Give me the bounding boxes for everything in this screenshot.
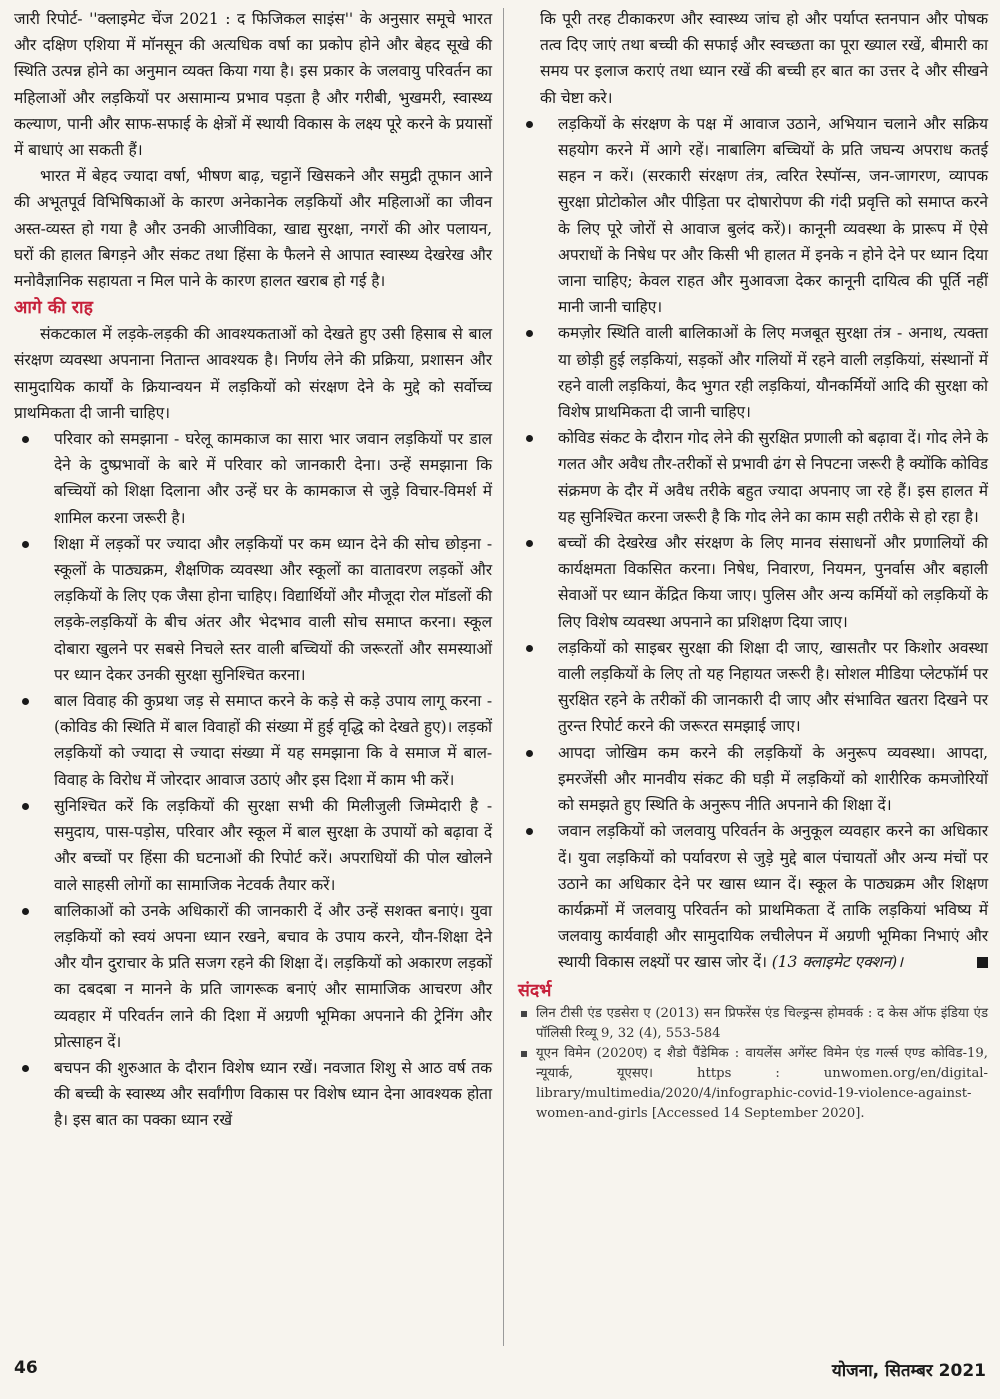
- list-item: [14, 688, 492, 793]
- section-intro: संकटकाल में लड़के-लड़की की आवश्यकताओं को देखते हुए उसी हिसाब से बाल संरक्षण व्यवस्था अपनाना नितान्त आवश्यक है। निर्णय लेने की प्रक्रिया, प्रशासन और सामुदायिक कार्यों के क्रियान्वयन में लड़कियों को संरक्षण देने के मुद्दे को सर्वोच्च प्राथमिकता दी जानी चाहिए।: [14, 325, 492, 422]
- list-item: [14, 793, 492, 898]
- reference-item: [518, 1004, 988, 1044]
- reference-text: लिन टीसी एंड एडसेरा ए (2013) सन प्रिफरेंस एंड चिल्ड्रन्स होमवर्क : द केस ऑफ इंडिया एंड पॉलिसी रिव्यू 9, 32 (4), 553-584: [536, 1005, 988, 1041]
- bullet-text: बालिकाओं को उनके अधिकारों की जानकारी दें और उन्हें सशक्त बनाएं। युवा लड़कियों को स्वयं अपना ध्यान रखने, बचाव के उपाय करने, यौन-शिक्षा देने और यौन दुराचार के प्रति सजग रहने की शिक्षा दें। लड़कियों को अकारण लड़कों का दबदबा न मानने के प्रति जागरूक बनाएं और सामाजिक आचरण और व्यवहार में परिवर्तन लाने की दिशा में अग्रणी भूमिका अपनाने की ट्रेनिंग और प्रोत्साहन दें।: [54, 901, 492, 1051]
- bullet-text: बच्चों की देखरेख और संरक्षण के लिए मानव संसाधनों और प्रणालियों की कार्यक्षमता विकसित करना। निषेध, निवारण, नियमन, पुनर्वास और बहाली सेवाओं पर ध्यान केंद्रित किया जाए। पुलिस और अन्य कर्मियों को लड़कियों के लिए विशेष व्यवस्था अपनाने का प्रशिक्षण दिया जाए।: [558, 534, 988, 631]
- bullet-icon: [526, 750, 533, 757]
- right-bullet-list: [518, 111, 988, 976]
- bullet-icon: [521, 1011, 527, 1017]
- end-mark-icon: [977, 957, 988, 968]
- bullet-icon: [22, 698, 29, 705]
- bullet-text: कोविड संकट के दौरान गोद लेने की सुरक्षित प्रणाली को बढ़ावा दें। गोद लेने के गलत और अवैध तौर-तरीकों से प्रभावी ढंग से निपटना जरूरी है क्योंकि कोविड संक्रमण के दौर में अवैध तरीके बहुत ज्यादा अपनाए जा रहे हैं। इस हालत में यह सुनिश्चित करना जरूरी है कि गोद लेने का काम सही तरीके से हो रहा है।: [558, 429, 988, 526]
- right-column: [518, 6, 988, 1124]
- bullet-icon: [526, 828, 533, 835]
- list-item: [518, 425, 988, 530]
- bullet-text: लड़कियों के संरक्षण के पक्ष में आवाज उठाने, अभियान चलाने और सक्रिय सहयोग करने में आगे रहें। नाबालिग बच्चियों के प्रति जघन्य अपराध कतई सहन न करें। (सरकारी संरक्षण तंत्र, त्वरित रेस्पॉन्स, जन-जागरण, व्यापक सुरक्षा प्रोटोकोल और पीड़िता पर दोषारोपण की गंदी प्रवृत्ति को समाप्त करने के लिए पूरे जोरों से आवाज बुलंद करें)। कानूनी व्यवस्था के प्रारूप में ऐसे अपराधों के निषेध पर और किसी भी हालत में इनके न होने देने पर ध्यान दिया जाना चाहिए; केवल राहत और मुआवजा देकर कानूनी दायित्व की पूर्ति नहीं मानी जानी चाहिए।: [558, 114, 988, 317]
- column-divider: [503, 8, 504, 1346]
- bullet-text: आपदा जोखिम कम करने की लड़कियों के अनुरूप व्यवस्था। आपदा, इमरजेंसी और मानवीय संकट की घड़ी में लड़कियों को शारीरिक कमजोरियों को समझते हुए स्थिति के अनुरूप नीति अपनाने की शिक्षा दें।: [558, 743, 988, 815]
- list-item: [14, 531, 492, 688]
- bullet-icon: [22, 541, 29, 548]
- list-item: [518, 740, 988, 819]
- bullet-icon: [22, 1065, 29, 1072]
- reference-item: [518, 1044, 988, 1124]
- intro-paragraph-1: जारी रिपोर्ट- ''क्लाइमेट चेंज 2021 : द फिजिकल साइंस'' के अनुसार समूचे भारत और दक्षिण एशिया में मॉनसून की अत्यधिक वर्षा का प्रकोप होने और बेहद सूखे की स्थिति उत्पन्न होने का अनुमान व्यक्त किया गया है। इस प्रकार के जलवायु परिवर्तन का महिलाओं और लड़कियों पर असामान्य प्रभाव पड़ता है और गरीबी, भुखमरी, स्वास्थ्य कल्याण, पानी और साफ-सफाई के क्षेत्रों में स्थायी विकास के लक्ष्य पूरे करने के प्रयासों में बाधाएं आ सकती हैं।: [14, 10, 492, 160]
- left-bullet-list: [14, 426, 492, 1133]
- list-item: [518, 111, 988, 321]
- citation: (13 क्लाइमेट एक्शन)।: [771, 953, 903, 972]
- bullet-text: लड़कियों को साइबर सुरक्षा की शिक्षा दी जाए, खासतौर पर किशोर अवस्था वाली लड़कियों के लिए तो यह निहायत जरूरी है। सोशल मीडिया प्लेटफॉर्म पर सुरक्षित रहने के तरीकों की जानकारी दी जाए और संभावित खतरा दिखने पर तुरन्त रिपोर्ट करने की जरूरत समझाई जाए।: [558, 638, 988, 736]
- bullet-text: बचपन की शुरुआत के दौरान विशेष ध्यान रखें। नवजात शिशु से आठ वर्ष तक की बच्ची के स्वास्थ्य और सर्वांगीण विकास पर विशेष ध्यान देना आवश्यक होता है। इस बात का पक्का ध्यान रखें: [54, 1058, 492, 1130]
- references-list: [518, 1004, 988, 1124]
- bullet-text: कमज़ोर स्थिति वाली बालिकाओं के लिए मजबूत सुरक्षा तंत्र - अनाथ, त्यक्ता या छोड़ी हुई लड़कियां, सड़कों और गलियों में रहने वाली लड़कियां, संस्थानों में रहने वाली लड़कियां, कैद भुगत रही लड़कियां, यौनकर्मियों आदि की सुरक्षा को विशेष प्राथमिकता दी जानी चाहिए।: [558, 324, 988, 422]
- section-heading: आगे की राह: [14, 298, 93, 319]
- bullet-icon: [22, 803, 29, 810]
- reference-text: यूएन विमेन (2020ए) द शैडो पैंडेमिक : वायलेंस अगेंस्ट विमेन एंड गर्ल्स एण्ड कोविड-19, न्यूयार्क, यूएसए। https : unwomen.org/en/digital-library/multimedia/2020/4/infographic-covid-19-violence-against-women-and-girls [Accessed 14 September 2020].: [536, 1045, 988, 1121]
- list-item: [14, 1055, 492, 1134]
- list-item: [14, 426, 492, 531]
- bullet-text: जवान लड़कियों को जलवायु परिवर्तन के अनुकूल व्यवहार करने का अधिकार दें। युवा लड़कियों को पर्यावरण से जुड़े मुद्दे बाल पंचायतों और अन्य मंचों पर उठाने का अधिकार देने पर खास ध्यान दें। स्कूल के पाठ्यक्रम और शिक्षण कार्यक्रमों में जलवायु परिवर्तन को प्राथमिकता दें ताकि लड़कियां भविष्य में जलवायु कार्यवाही और सामुदायिक लचीलेपन में अग्रणी भूमिका निभाएं और स्थायी विकास लक्ष्यों पर खास जोर दें।: [558, 822, 988, 972]
- bullet-icon: [526, 435, 533, 442]
- magazine-footer: योजना, सितम्बर 2021: [831, 1361, 986, 1381]
- bullet-icon: [526, 645, 533, 652]
- bullet-icon: [22, 436, 29, 443]
- bullet-text: शिक्षा में लड़कों पर ज्यादा और लड़कियों पर कम ध्यान देने की सोच छोड़ना - स्कूलों के पाठ्यक्रम, शैक्षणिक व्यवस्था और स्कूलों का वातावरण लड़कों और लड़कियों के लिए एक जैसा होना चाहिए। विद्यार्थियों और मौजूदा रोल मॉडलों की लड़के-लड़कियों के बीच अंतर और भेदभाव वाली सोच समाप्त करना। स्कूल दोबारा खुलने पर सबसे निचले स्तर वाली बच्चियों की जरूरतों और समस्याओं पर ध्यान देकर उनकी सुरक्षा सुनिश्चित करना।: [54, 534, 492, 684]
- bullet-text: सुनिश्चित करें कि लड़कियों की सुरक्षा सभी की मिलीजुली जिम्मेदारी है - समुदाय, पास-पड़ोस, परिवार और स्कूल में बाल सुरक्षा के उपायों को बढ़ावा दें और बच्चों पर हिंसा की घटनाओं की रिपोर्ट करें। अपराधियों की पोल खोलने वाले साहसी लोगों का सामाजिक नेटवर्क तैयार करें।: [54, 796, 492, 894]
- references-heading: संदर्भ: [518, 980, 552, 1001]
- bullet-icon: [526, 540, 533, 547]
- list-item: [518, 818, 988, 975]
- intro-paragraph-2: भारत में बेहद ज्यादा वर्षा, भीषण बाढ़, चट्टानें खिसकने और समुद्री तूफान आने की अभूतपूर्व विभिषिकाओं के कारण अनेकानेक लड़कियों और महिलाओं का जीवन अस्त-व्यस्त हो गया है और उनकी आजीविका, खाद्य सुरक्षा, नगरों की ओर पलायन, घरों की हालत बिगड़ने और संकट तथा हिंसा के फैलने से आपात स्वास्थ्य देखरेख और मनोवैज्ञानिक सहायता न मिल पाने के कारण हालत खराब हो गई है।: [14, 167, 492, 291]
- bullet-text: परिवार को समझाना - घरेलू कामकाज का सारा भार जवान लड़कियों पर डाल देने के दुष्प्रभावों के बारे में परिवार को जानकारी देना। उन्हें समझाना कि बच्चियों को शिक्षा दिलाना और उन्हें घर के कामकाज से जुड़े विचार-विमर्श में शामिल करना जरूरी है।: [54, 430, 492, 527]
- list-item: [14, 898, 492, 1055]
- list-item: [518, 320, 988, 425]
- continued-paragraph: कि पूरी तरह टीकाकरण और स्वास्थ्य जांच हो और पर्याप्त स्तनपान और पोषक तत्व दिए जाएं तथा बच्ची की सफाई और स्वच्छता का पूरा ख्याल रखें, बीमारी का समय पर इलाज कराएं तथा ध्यान रखें की बच्ची हर बात का उत्तर दे और सीखने की चेष्टा करे।: [540, 10, 988, 107]
- bullet-icon: [521, 1051, 527, 1057]
- list-item: [518, 530, 988, 635]
- left-column: [14, 6, 492, 1134]
- page-number: 46: [14, 1358, 38, 1378]
- bullet-text: बाल विवाह की कुप्रथा जड़ से समाप्त करने के कड़े से कड़े उपाय लागू करना - (कोविड की स्थिति में बाल विवाहों की संख्या में हुई वृद्धि को देखते हुए)। लड़कों लड़कियों को ज्यादा से ज्यादा संख्या में यह समझाना कि वे समाज में बाल-विवाह के विरोध में जोरदार आवाज उठाएं और इस दिशा में काम भी करें।: [54, 692, 492, 789]
- bullet-icon: [526, 330, 533, 337]
- list-item: [518, 635, 988, 740]
- bullet-icon: [526, 121, 533, 128]
- bullet-icon: [22, 908, 29, 915]
